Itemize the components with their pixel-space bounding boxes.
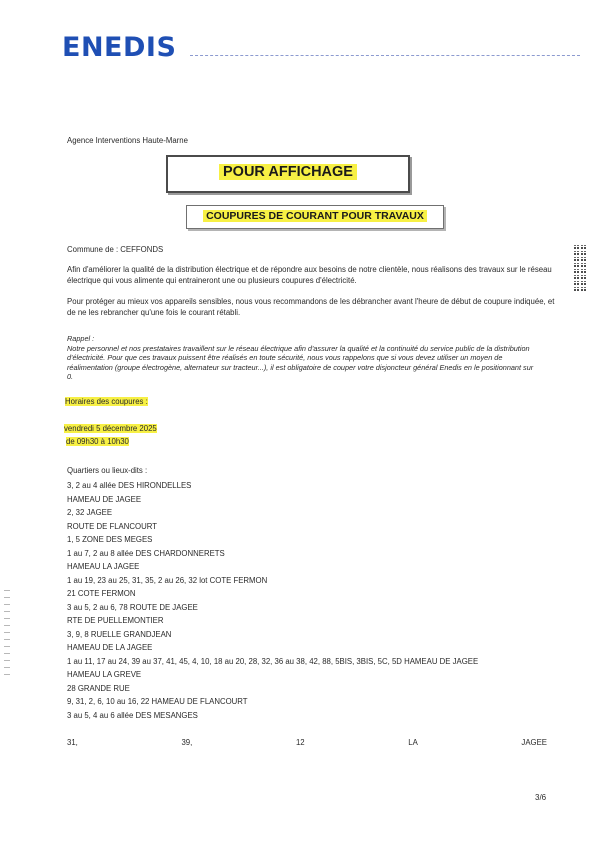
document-title: COUPURES DE COURANT POUR TRAVAUX [203, 210, 427, 222]
last-row-cell: 39, [181, 738, 193, 747]
list-item: 1 au 7, 2 au 8 allée DES CHARDONNERETS [67, 548, 225, 558]
list-item: 1 au 11, 17 au 24, 39 au 37, 41, 45, 4, 10, 18 au 20, 28, 32, 36 au 38, 42, 88, 5BIS, 3BIS, 5C, 5D HAMEAU DE JAGEE [67, 656, 479, 666]
list-item: 1 au 19, 23 au 25, 31, 35, 2 au 26, 32 lot COTE FERMON [67, 575, 268, 585]
list-item: 3 au 5, 4 au 6 allée DES MESANGES [67, 710, 198, 720]
agency-name: Agence Interventions Haute-Marne [67, 136, 188, 145]
advice-paragraph: Pour protéger au mieux vos appareils sensibles, nous vous recommandons de les débrancher avant l'heure de début de coupure indiquée, et de ne les rebrancher qu'une fois le courant rétabli. [67, 297, 555, 317]
list-item: HAMEAU DE LA JAGEE [67, 643, 153, 652]
margin-marks [4, 585, 10, 675]
notice-label-box [166, 155, 410, 193]
list-item: 3 au 5, 2 au 6, 78 ROUTE DE JAGEE [67, 602, 198, 612]
schedule-title [65, 397, 148, 408]
rappel-block [67, 334, 537, 382]
outage-date [64, 424, 157, 435]
list-item: ROUTE DE FLANCOURT [67, 521, 157, 531]
outage-date-text: vendredi 5 décembre 2025 [64, 424, 157, 433]
list-item: 21 COTE FERMON [67, 589, 136, 598]
header-divider [190, 55, 580, 56]
intro-paragraph: Afin d'améliorer la qualité de la distribution électrique et de répondre aux besoins de notre clientèle, nous réalisons des travaux sur le réseau électrique qui vous alimente qui entraineront une ou plusieurs coupures d'électricité. [67, 265, 552, 285]
last-row-cell: LA [408, 738, 418, 747]
places-last-row [67, 738, 547, 747]
list-item: HAMEAU LA GREVE [67, 670, 142, 679]
enedis-logo: ENEDIS [62, 32, 177, 63]
last-row-cell: 12 [295, 738, 305, 747]
list-item: 3, 2 au 4 allée DES HIRONDELLES [67, 481, 192, 490]
outage-time [66, 437, 129, 448]
list-item: HAMEAU DE JAGEE [67, 494, 142, 504]
rappel-label: Rappel : [67, 334, 95, 343]
list-item: 1, 5 ZONE DES MEGES [67, 535, 153, 544]
schedule-title-text: Horaires des coupures : [65, 397, 148, 406]
qr-code-icon [572, 243, 587, 291]
title-box [186, 205, 444, 229]
page-number: 3/6 [535, 793, 547, 802]
notice-label: POUR AFFICHAGE [219, 164, 357, 180]
list-item: 9, 31, 2, 6, 10 au 16, 22 HAMEAU DE FLANCOURT [67, 697, 248, 706]
last-row-cell: 31, [67, 738, 78, 747]
list-item: HAMEAU LA JAGEE [67, 562, 140, 571]
places-list [67, 479, 478, 722]
rappel-text: Notre personnel et nos prestataires travaillent sur le réseau électrique afin d'assurer la qualité et la continuité du service public de la distribution d'électricité. Pour que ces travaux puissent être réalisés en toute sécurité, nous vous rappelons que si vous devez utiliser un moyen de réalimentation (groupe électrogène, alternateur sur tracteur...), il est obligatoire de couper votre disjoncteur général Enedis en le positionnant sur 0. [67, 343, 534, 382]
commune: Commune de : CEFFONDS [67, 245, 164, 254]
places-title: Quartiers ou lieux-dits : [67, 466, 148, 475]
list-item: 2, 32 JAGEE [67, 508, 113, 517]
list-item: 3, 9, 8 RUELLE GRANDJEAN [67, 629, 172, 639]
list-item: 28 GRANDE RUE [67, 683, 130, 693]
list-item: RTE DE PUELLEMONTIER [67, 616, 164, 625]
outage-time-text: de 09h30 à 10h30 [66, 437, 129, 446]
last-row-cell: JAGEE [521, 738, 547, 747]
